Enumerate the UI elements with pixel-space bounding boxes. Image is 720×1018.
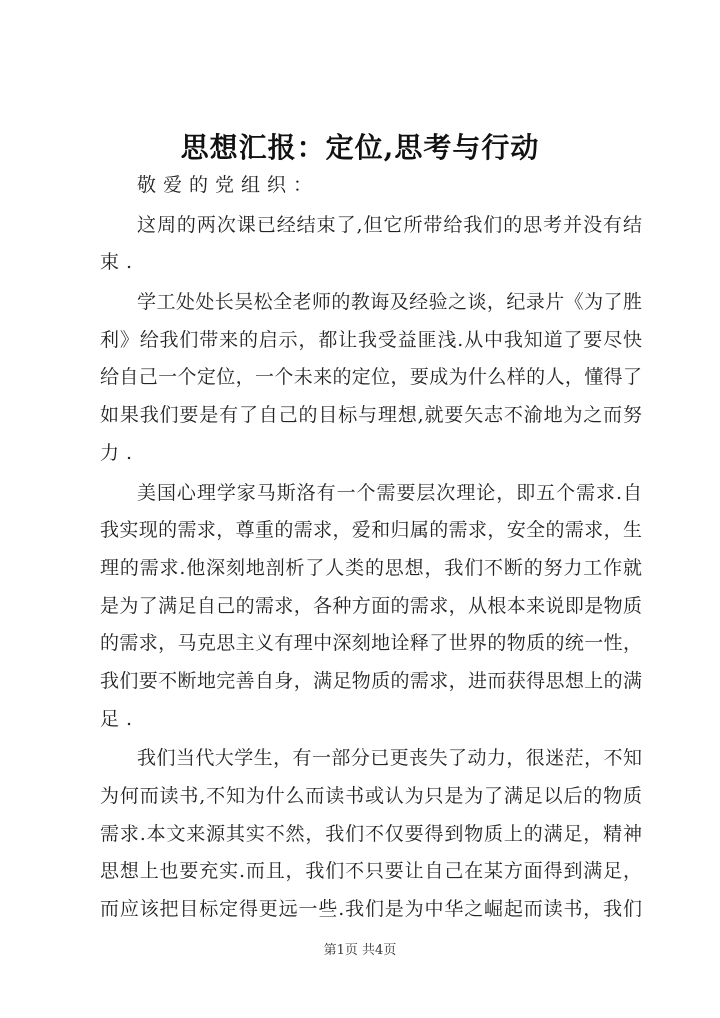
text-line: 利》给我们带来的启示，都让我受益匪浅.从中我知道了要尽快 xyxy=(100,328,642,351)
text-line: 束. xyxy=(100,251,140,274)
text-line: 美国心理学家马斯洛有一个需要层次理论，即五个需求.自 xyxy=(137,481,642,504)
text-line: 足. xyxy=(100,707,140,730)
text-line: 需求.本文来源其实不然，我们不仅要得到物质上的满足，精神 xyxy=(100,822,642,845)
text-line: 力. xyxy=(100,441,140,464)
text-line: 我实现的需求，尊重的需求，爱和归属的需求，安全的需求，生 xyxy=(100,519,642,542)
text-line: 我们当代大学生，有一部分已更丧失了动力，很迷茫，不知 xyxy=(137,747,642,770)
text-line: 给自己一个定位，一个未来的定位，要成为什么样的人，懂得了 xyxy=(100,366,642,389)
text-line: 理的需求.他深刻地剖析了人类的思想，我们不断的努力工作就 xyxy=(100,556,642,579)
document-title: 思想汇报：定位,思考与行动 xyxy=(180,131,540,164)
text-line: 的需求，马克思主义有理中深刻地诠释了世界的物质的统一性， xyxy=(100,632,642,655)
text-line: 如果我们要是有了自己的目标与理想,就要矢志不渝地为之而努 xyxy=(100,404,642,427)
text-line: 这周的两次课已经结束了,但它所带给我们的思考并没有结 xyxy=(137,213,642,236)
text-line: 而应该把目标定得更远一些.我们是为中华之崛起而读书，我们 xyxy=(100,898,642,921)
text-line: 敬爱的党组织： xyxy=(137,174,320,196)
document-body xyxy=(100,167,642,931)
text-line: 我们要不断地完善自身，满足物质的需求，进而获得思想上的满 xyxy=(100,669,642,692)
text-line: 学工处处长吴松全老师的教诲及经验之谈，纪录片《为了胜 xyxy=(137,291,642,314)
paragraph xyxy=(100,475,642,739)
paragraph xyxy=(100,207,642,282)
text-line: 是为了满足自己的需求，各种方面的需求，从根本来说即是物质 xyxy=(100,594,642,617)
paragraph xyxy=(100,284,642,472)
text-line: 为何而读书,不知为什么而读书或认为只是为了满足以后的物质 xyxy=(100,785,642,807)
page-number: 第1页 共4页 xyxy=(323,943,397,958)
paragraph xyxy=(100,167,642,205)
text-line: 思想上也要充实.而且，我们不只要让自己在某方面得到满足， xyxy=(100,860,642,883)
paragraph xyxy=(100,740,642,928)
